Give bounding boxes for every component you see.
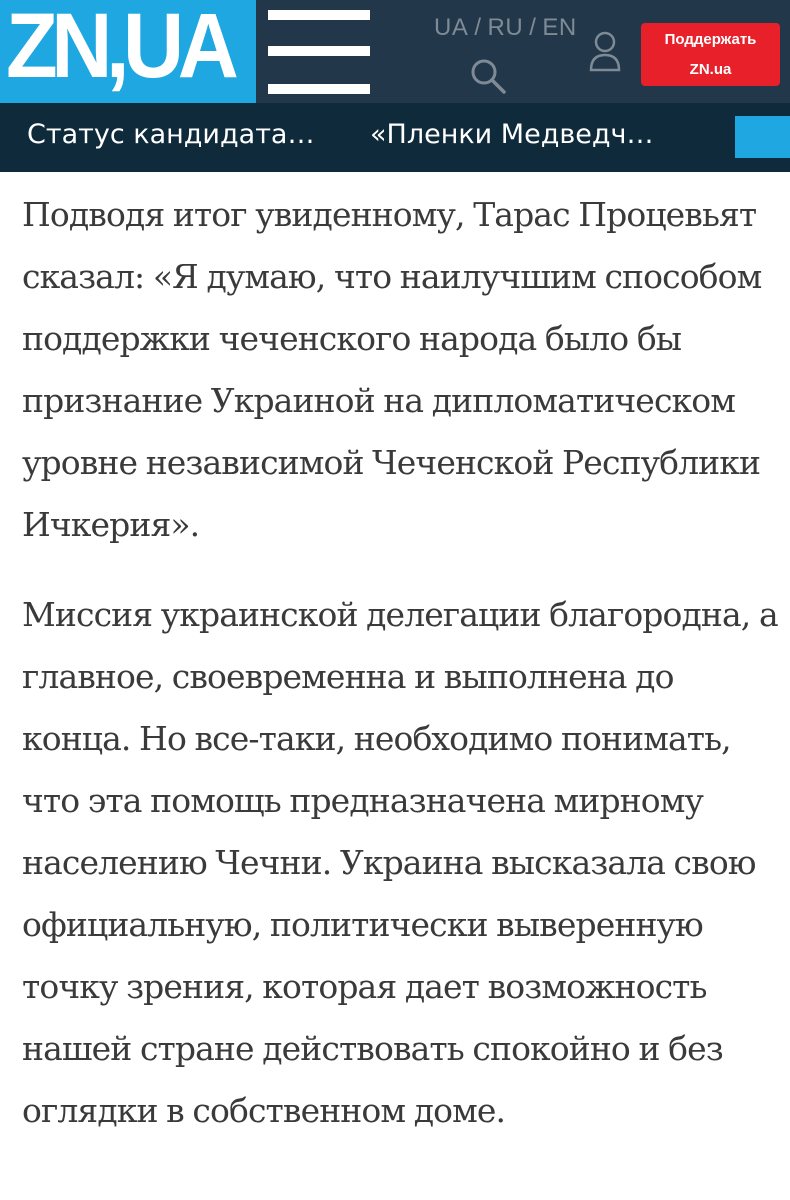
article-paragraph: Подводя итог увиденному, Тарас Процевьят сказал: «Я думаю, что наилучшим способом поддержки чеченского народа было бы признание Украиной на дипломатическом уровне независимой Чеченской Республики Ичкерия». <box>22 195 762 544</box>
lang-en-link[interactable]: EN <box>542 14 577 41</box>
site-logo[interactable] <box>0 0 256 103</box>
topics-bar <box>0 103 790 172</box>
search-icon[interactable] <box>468 56 508 96</box>
support-button-line1: Поддержать <box>664 31 757 48</box>
support-button[interactable] <box>641 23 780 86</box>
article-paragraph: Миссия украинской делегации благородна, а главное, своевременна и выполнена до конца. Но все-таки, необходимо понимать, что эта помощь предназначена мирному населению Чечни. Украина высказала свою официальную, политически выверенную точку зрения, которая дает возможность нашей стране действовать спокойно и без оглядки в собственном доме. <box>22 595 778 1130</box>
article-body <box>22 184 782 1142</box>
user-icon[interactable] <box>588 30 622 72</box>
site-header <box>0 0 790 103</box>
topic-link[interactable]: Статус кандидата… <box>27 119 315 150</box>
logo-text: ZN,UA <box>6 0 233 97</box>
lang-ru-link[interactable]: RU <box>487 14 524 41</box>
hamburger-menu-icon[interactable] <box>268 8 370 96</box>
topic-link[interactable]: «Пленки Медведч… <box>370 119 654 150</box>
support-button-line2: ZN.ua <box>689 61 732 78</box>
topics-bar-accent[interactable] <box>735 116 790 158</box>
language-switcher: UA / RU / EN <box>434 14 577 41</box>
lang-ua-link[interactable]: UA <box>434 14 469 41</box>
